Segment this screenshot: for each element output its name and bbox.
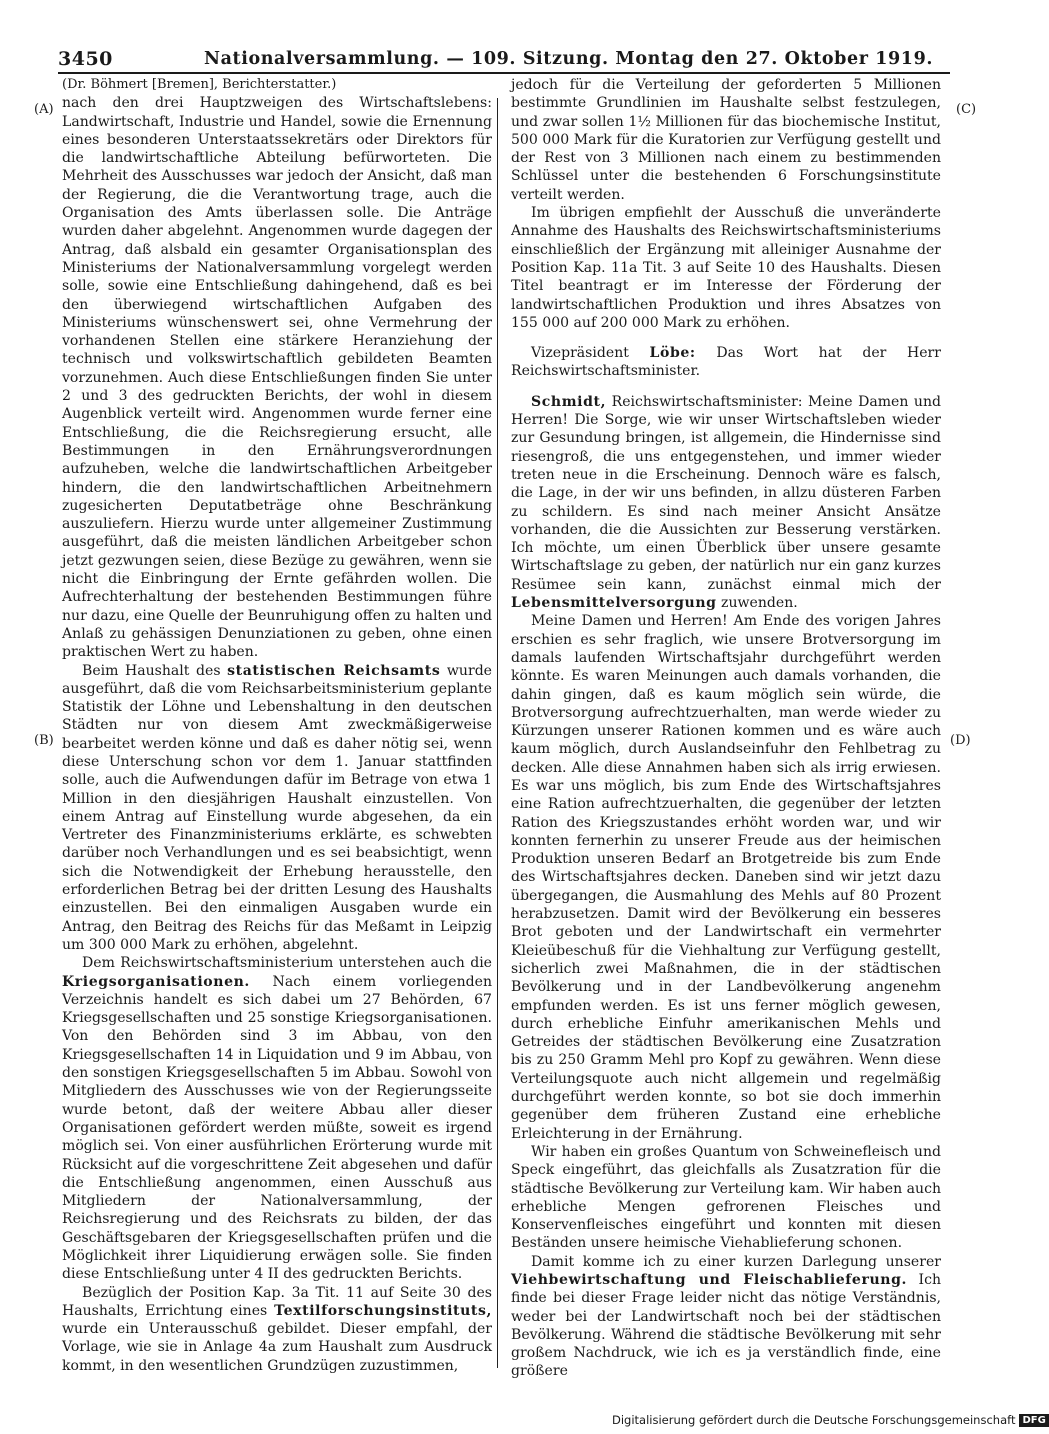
left-column	[62, 76, 492, 1375]
page-header	[58, 48, 950, 74]
emphasis: Lebensmittelversorgung	[511, 595, 717, 612]
paragraph: nach den drei Hauptzweigen des Wirtschaftslebens: Landwirtschaft, Industrie und Handel, sowie die Ernennung eines besonderen Unterstaatssekretärs oder Direktors für die landwirtschaftliche Abteilung befürworteten. Die Mehrheit des Ausschusses war jedoch der Ansicht, daß man der Regierung, die die Verantwortung trage, auch die Organisation des Amts überlassen solle. Die Anträge wurden daher abgelehnt. Angenommen wurde dagegen der Antrag, daß alsbald ein gesamter Organisationsplan des Ministeriums der Nationalversammlung vorgelegt werden solle, sowie eine Entschließung dahingehend, daß es bei den überwiegend wirtschaftlichen Aufgaben des Ministeriums wünschenswert sei, ohne Vermehrung der vorhandenen Stellen eine stärkere Heranziehung der technisch und volkswirtschaftlich gebildeten Beamten vorzunehmen. Auch diese Entschließungen finden Sie unter 2 und 3 des gedruckten Berichts, der wohl in diesem Augenblick verteilt wird. Angenommen wurde ferner eine Entschließung, die die Reichsregierung ersucht, alle Bestimmungen in den Ernährungsverordnungen aufzuheben, welche die landwirtschaftlichen Arbeitgeber hindern, die den landwirtschaftlichen Arbeitnehmern zugesicherten Deputatbeträge ohne Beschränkung auszuliefern. Hierzu wurde unter allgemeiner Zustimmung ausgeführt, daß die meisten ländlichen Arbeitgeber schon jetzt gezwungen seien, diese Bezüge zu gewähren, wenn sie nicht die Einbringung der Ernte gefährden wollen. Die Aufrechterhaltung der bestehenden Bestimmungen führe nur dazu, eine Quelle der Beunruhigung offen zu halten und Anlaß zu gehässigen Denunziationen zu geben, ohne einen praktischen Wert zu haben.	[62, 95, 492, 661]
emphasis: statistischen Reichsamts	[227, 662, 441, 679]
emphasis: Textilforschungsinstituts,	[274, 1302, 492, 1319]
margin-mark-b: (B)	[34, 733, 54, 748]
paragraph: Beim Haushalt des statistischen Reichsamts wurde ausgeführt, daß die vom Reichsarbeitsministerium geplante Statistik der Löhne und Lebenshaltung in den deutschen Städten nur von diesem Amt zweckmäßigerweise bearbeitet werden könne und daß es daher nötig sei, wenn diese Unterschung schon vor dem 1. Januar stattfinden solle, auch die Aufwendungen dafür im Betrage von etwa 1 Million in den diesjährigen Haushalt einzustellen. Von einem Antrag auf Einstellung wurde abgesehen, da ein Vertreter des Finanzministeriums erklärte, es schwebten darüber noch Verhandlungen und es sei beabsichtigt, wenn sich die Notwendigkeit der Erhebung herausstelle, den erforderlichen Betrag bei der dritten Lesung des Haushalts einzustellen. Bei den einmaligen Ausgaben wurde ein Antrag, den Beitrag des Reichs für das Meßamt in Leipzig um 300 000 Mark zu erhöhen, abgelehnt.	[62, 662, 492, 953]
margin-mark-d: (D)	[950, 733, 971, 748]
emphasis: Kriegsorganisationen.	[62, 973, 250, 990]
paragraph: Meine Damen und Herren! Am Ende des vorigen Jahres erschien es sehr fraglich, wie unsere Brotversorgung im damals laufenden Wirtschaftsjahr durchgeführt werden könnte. Es waren Meinungen auch damals vorhanden, die dahin gingen, daß es kaum möglich sein würde, die Brotversorgung aufrechtzuerhalten, man werde wieder zu Kürzungen unserer Rationen kommen und es wäre auch kaum möglich, durch Auslandseinfuhr den Fehlbetrag zu decken. Alle diese Annahmen haben sich als irrig erwiesen. Es war uns möglich, bis zum Ende des Wirtschaftsjahres eine Ration aufrechtzuerhalten, die gegenüber der letzten Ration des Kriegszustandes erhöht worden war, und wir konnten fernerhin zu unserer Freude aus der heimischen Produktion unseren Bedarf an Brotgetreide bis zum Ende des Wirtschaftsjahres decken. Daneben sind wir jetzt dazu übergegangen, die Ausmahlung des Mehls auf 80 Prozent herabzusetzen. Damit wird der Bevölkerung ein besseres Brot geboten und der Landwirtschaft ein vermehrter Kleieübeschuß für die Viehhaltung zur Verfügung gestellt, sicherlich zwei Maßnahmen, die in der städtischen Bevölkerung und in der Landbevölkerung angenehm empfunden werden. Es ist uns ferner möglich gewesen, durch erhebliche Einfuhr amerikanischen Mehls und Getreides der städtischen Bevölkerung eine Zusatzration bis zu 250 Gramm Mehl pro Kopf zu gewähren. Wenn diese Verteilungsquote auch nicht allgemein und regelmäßig durchgeführt werden konnte, so bot sie doch immerhin gegenüber dem früheren Zustand eine erhebliche Erleichterung in der Ernährung.	[511, 613, 941, 1142]
paragraph: jedoch für die Verteilung der geforderten 5 Millionen bestimmte Grundlinien im Haushalte selbst festzulegen, und zwar sollen 1½ Millionen für das biochemische Institut, 500 000 Mark für die Kuratorien zur Verfügung gestellt und der Rest von 3 Millionen nach einem zu bestimmenden Schlüssel unter die bestehenden 6 Forschungsinstitute verteilt werden.	[511, 77, 941, 203]
paragraph: Dem Reichswirtschaftsministerium unterstehen auch die Kriegsorganisationen. Nach einem vorliegenden Verzeichnis handelt es sich dabei um 27 Behörden, 67 Kriegsgesellschaften und 25 sonstige Kriegsorganisationen. Von den Behörden sind 3 im Abbau, von den Kriegsgesellschaften 14 in Liquidation und 9 im Abbau, von den sonstigen Kriegsgesellschaften 5 im Abbau. Sowohl von Mitgliedern des Ausschusses wie von der Regierungsseite wurde betont, daß der weitere Abbau aller dieser Organisationen gefördert werden müßte, soweit es irgend möglich sei. Von einer ausführlichen Erörterung wurde mit Rücksicht auf die vorgeschrittene Zeit abgesehen und dafür die Entschließung angenommen, einen Ausschuß aus Mitgliedern der Nationalversammlung, der Reichsregierung und des Reichsrats zu bilden, der das Geschäftsgebaren der Kriegsgesellschaften prüfen und die Möglichkeit ihrer Liquidierung erwägen solle. Sie finden diese Entschließung unter 4 II des gedruckten Berichts.	[62, 955, 492, 1283]
paragraph: Schmidt, Reichswirtschaftsminister: Meine Damen und Herren! Die Sorge, wie wir unser Wirtschaftsleben wieder zur Gesundung bringen, ist allgemein, die Hindernisse sind riesengroß, die uns entgegenstehen, und immer wieder treten neue in die Erscheinung. Dennoch wäre es falsch, die Lage, in der wir uns befinden, in allzu düsteren Farben zu schildern. Es sind nach meiner Ansicht Ansätze vorhanden, die die Aussichten zur Besserung verstärken. Ich möchte, um einen Überblick über unsere gesamte Wirtschaftslage zu geben, der natürlich nur ein ganz kurzes Resümee sein kann, zunächst einmal mich der Lebensmittelversorgung zuwenden.	[511, 393, 941, 612]
digitization-credit	[612, 1413, 1049, 1427]
speaker-name: Löbe:	[649, 345, 696, 362]
dfg-logo: DFG	[1019, 1414, 1048, 1427]
emphasis: Viehbewirtschaftung und Fleischablieferung.	[511, 1272, 908, 1288]
running-title: Nationalversammlung. — 109. Sitzung. Montag den 27. Oktober 1919.	[204, 49, 934, 69]
margin-mark-c: (C)	[956, 102, 977, 117]
page-number: 3450	[58, 48, 113, 70]
paragraph: Wir haben ein großes Quantum von Schweinefleisch und Speck eingeführt, das gleichfalls als Zusatzration für die städtische Bevölkerung zur Verteilung kam. Wir haben auch erhebliche Mengen gefrorenen Fleisches und Konservenfleisches eingeführt und konnten mit diesen Beständen unsere heimische Viehablieferung schonen.	[511, 1143, 941, 1252]
credit-text: Digitalisierung gefördert durch die Deutsche Forschungsgemeinschaft	[612, 1413, 1016, 1427]
speaker-name: Schmidt,	[531, 393, 607, 410]
margin-mark-a: (A)	[34, 102, 54, 117]
paragraph: Damit komme ich zu einer kurzen Darlegung unserer Viehbewirtschaftung und Fleischablieferung. Ich finde bei dieser Frage leider nicht das nötige Verständnis, weder bei der Landwirtschaft noch bei der städtischen Bevölkerung. Während die städtische Bevölkerung mit sehr großem Nachdruck, wie ich es ja verständlich finde, eine größere	[511, 1253, 941, 1380]
paragraph: Im übrigen empfiehlt der Ausschuß die unveränderte Annahme des Haushalts des Reichswirtschaftsministeriums einschließlich der Ergänzung mit alleiniger Ausnahme der Position Kap. 11a Tit. 3 auf Seite 10 des Haushalts. Diesen Titel beantragt er im Interesse der Förderung der landwirtschaftlichen Produktion und ihres Absatzes von 155 000 auf 200 000 Mark zu erhöhen.	[511, 205, 941, 331]
right-column	[511, 76, 941, 1381]
column-divider	[497, 98, 498, 1368]
paragraph: Bezüglich der Position Kap. 3a Tit. 11 auf Seite 30 des Haushalts, Errichtung eines Textilforschungsinstituts, wurde ein Unterausschuß gebildet. Dieser empfahl, der Vorlage, wie sie in Anlage 4a zum Haushalt zum Ausdruck kommt, in den wesentlichen Grundzügen zuzustimmen,	[62, 1284, 492, 1374]
paragraph: Vizepräsident Löbe: Das Wort hat der Herr Reichswirtschaftsminister.	[511, 345, 941, 380]
speaker-note: (Dr. Böhmert [Bremen], Berichterstatter.)	[62, 77, 337, 92]
